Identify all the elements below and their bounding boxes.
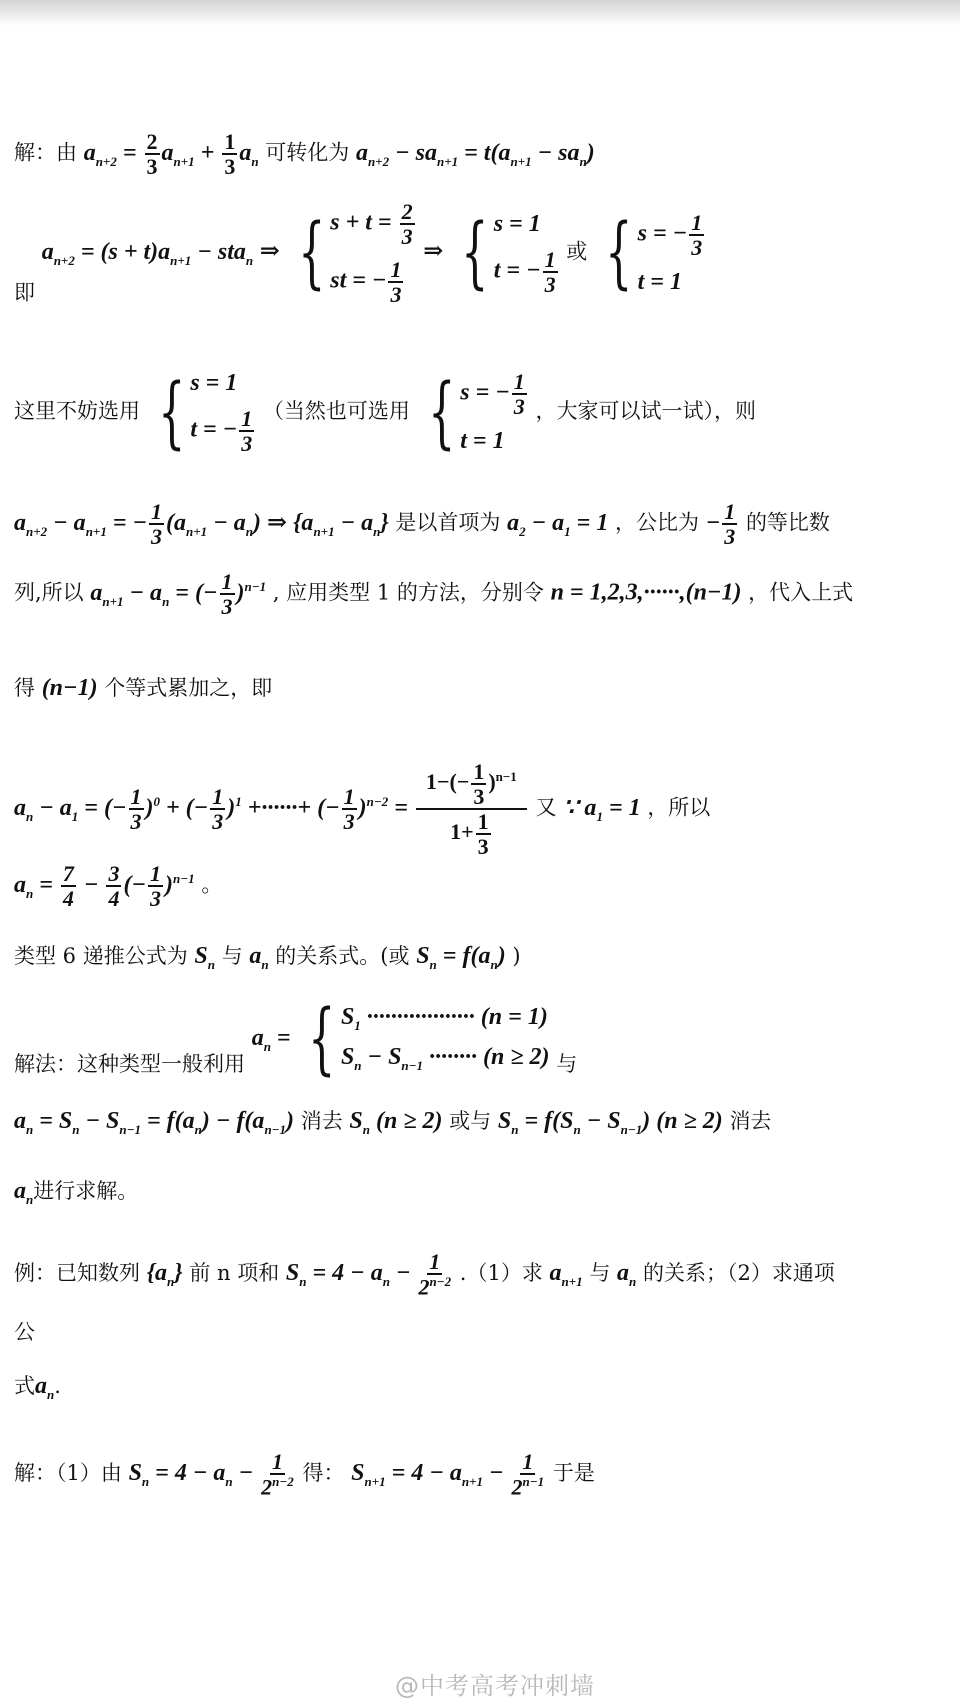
text: 这里不妨选用 <box>14 399 140 424</box>
text: , 应用类型 1 的方法，分别令 <box>272 580 544 605</box>
line-sum-formula: $a_n - a_1$ = (− $\frac{1}{3}$ )$^0$ + (− $\frac{1}{3}$ )$^1$ +······+ (− $\frac{1}{3}$ )$^{n-2}$ = 1−(− $\frac{1}{3}$ )$^{n-1}$ 1+ $\frac{1}{3}$ 又 ∵ $a_1 = 1$ ，所以 <box>14 759 711 860</box>
text: 是以首项为 <box>395 510 501 535</box>
text: 与 <box>589 1260 611 1285</box>
line-solution-2 <box>14 1450 595 1499</box>
text: 或与 <box>449 1109 492 1133</box>
line-type6: 类型 6 递推公式为 $S_n$ 与 $a_n$ 的关系式。(或 $S_n = f(a_n)$ ) <box>14 943 521 972</box>
formula: $a_{n+2} = (s + t)a_{n+1} - sta_n$ <box>41 238 254 268</box>
text: 与 <box>556 1052 578 1076</box>
formula: $a_{n+1} - a_n$ = (− $\frac{1}{3}$ )$^{n-1}$ <box>90 569 267 620</box>
text: 于是 <box>552 1460 595 1485</box>
text: 个等式累加之，即 <box>104 676 273 700</box>
line-choose <box>14 367 756 458</box>
text: 解：（1）由 <box>14 1460 122 1485</box>
line-so <box>14 570 853 618</box>
formula: $S_n = 4 - a_n$ − $\frac{1}{2^{n-2}}$ <box>128 1449 294 1500</box>
watermark: @中考高考冲刺墙 <box>395 1672 595 1700</box>
system-brace: { s + t = $\frac{2}{3}$ st = − $\frac{1}{3}$ <box>297 199 413 308</box>
text: ) <box>512 944 521 968</box>
top-shadow <box>0 0 960 26</box>
text: 可转化为 <box>265 140 350 165</box>
text: 的等比数 <box>745 510 830 535</box>
text: 的关系；（2）求通项 <box>642 1260 835 1285</box>
formula: n = 1,2,3,······,(n−1) <box>550 579 742 606</box>
line-method <box>14 994 578 1084</box>
formula: $a_2 - a_1 = 1$ <box>507 509 609 539</box>
text: 即 <box>14 280 35 305</box>
text: 。 <box>201 872 223 897</box>
formula: $a_{n+2}$ = <box>83 139 143 169</box>
text: ，所以 <box>647 795 711 820</box>
text: ，代入上式 <box>748 580 854 605</box>
line-sum: 得 (n−1) 个等式累加之，即 <box>14 675 273 701</box>
text: 得： <box>302 1460 345 1485</box>
fraction: 1−(− $\frac{1}{3}$ )$^{n-1}$ 1+ $\frac{1}{3}$ <box>416 760 527 858</box>
fraction: $\frac{1}{3}$ <box>224 129 236 180</box>
system-brace: { s = − $\frac{1}{3}$ t = 1 <box>605 208 703 299</box>
text: 或 <box>566 239 588 264</box>
system-brace: { s = 1 t = − $\frac{1}{3}$ <box>157 367 253 458</box>
text: 解：由 <box>14 140 77 165</box>
line-example: 例：已知数列 $\{a_n\}$ 前 n 项和 $S_n = 4 - a_n$ − $\frac{1}{2^{n-2}}$ .（1）求 $a_{n+1}$ 与 $a_n$ 的关系；（2）求通项 <box>14 1249 835 1300</box>
text: . <box>54 1374 61 1398</box>
formula: $S_n = 4 - a_n$ − $\frac{1}{2^{n-2}}$ <box>285 1249 452 1300</box>
text: 进行求解。 <box>33 1179 139 1203</box>
formula: $a_n$ = <box>251 1024 291 1054</box>
formula: $a_n - a_1$ = (− $\frac{1}{3}$ )$^0$ + (− $\frac{1}{3}$ )$^1$ +······+ (− $\frac{1}{3}$ )$^{n-2}$ = <box>14 784 414 835</box>
system-brace: { s = 1 t = − $\frac{1}{3}$ <box>461 208 556 299</box>
line-system: 即 $a_{n+2} = (s + t)a_{n+1} - sta_n$ ⇒ { s + t = $\frac{2}{3}$ st = − $\frac{1}{3}$ ⇒ { s = 1 t = − $\frac{1}{3}$ 或 { s = − $\frac{1}{3}$ t = 1 <box>14 200 706 306</box>
line-gong <box>14 1316 35 1346</box>
formula: $S_{n+1} = 4 - a_{n+1}$ − $\frac{1}{2^{n-1}}$ <box>351 1449 545 1500</box>
text: 例：已知数列 <box>14 1260 140 1285</box>
text: 的关系式。(或 <box>275 944 410 968</box>
text: 公 <box>14 1320 35 1344</box>
text: 解法：这种类型一般利用 <box>14 1052 245 1076</box>
line-geometric: $a_{n+2} - a_{n+1}$ = − $\frac{1}{3}$ $(a_{n+1} - a_n)$ ⇒ $\{a_{n+1} - a_n\}$ 是以首项为 $a_2 - a_1 = 1$ ，公比为 − $\frac{1}{3}$ 的等比数 <box>14 499 830 550</box>
formula: $a_{n+2} - a_{n+1}$ = − $\frac{1}{3}$ $(a_{n+1} - a_n)$ ⇒ $\{a_{n+1} - a_n\}$ <box>14 499 389 550</box>
text: 式 <box>14 1374 35 1398</box>
text: 又 <box>535 795 557 820</box>
text: 前 n 项和 <box>189 1260 280 1285</box>
formula: $a_n = S_n - S_{n-1} = f(a_n) - f(a_{n-1})$ <box>14 1108 295 1137</box>
text: .（1）求 <box>459 1260 543 1285</box>
text: 类型 6 递推公式为 <box>14 944 188 968</box>
system-brace: { $S_1$ ·················· (n = 1) $S_n - S_{n-1}$ ········ (n ≥ 2) <box>308 994 550 1084</box>
line-shi: 式$a_n$. <box>14 1373 61 1402</box>
text: ，公比为 <box>615 510 700 535</box>
text: 列,所以 <box>14 580 84 605</box>
formula: $a_n$ = $\frac{7}{4}$ − $\frac{3}{4}$ (− $\frac{1}{3}$ )$^{n-1}$ <box>14 861 195 912</box>
text: （当然也可选用 <box>262 399 410 424</box>
text: 消去 <box>729 1109 772 1133</box>
fraction: $\frac{2}{3}$ <box>146 129 158 180</box>
system-brace: { s = − $\frac{1}{3}$ t = 1 <box>427 367 525 458</box>
text: 与 <box>221 944 243 968</box>
text: ，大家可以试一试），则 <box>535 399 756 424</box>
line-solve: $a_n$进行求解。 <box>14 1178 139 1207</box>
formula: $a_{n+2} - sa_{n+1} = t(a_{n+1} - sa_n)$ <box>355 139 595 169</box>
text: 得 <box>14 676 35 700</box>
line-result <box>14 862 222 910</box>
text: 消去 <box>300 1109 343 1133</box>
line-solution-1: 解：由 $a_{n+2}$ = $\frac{2}{3}$ $a_{n+1}$ + $\frac{1}{3}$ $a_n$ 可转化为 $a_{n+2} - sa_{n+1} = t(a_{n+1} - sa_n)$ <box>14 129 595 180</box>
line-eliminate: $a_n = S_n - S_{n-1} = f(a_n) - f(a_{n-1})$ 消去 $S_n$ (n ≥ 2) 或与 $S_n = f(S_n - S_{n-1}) (n \ge 2)$ 消去 <box>14 1108 772 1137</box>
